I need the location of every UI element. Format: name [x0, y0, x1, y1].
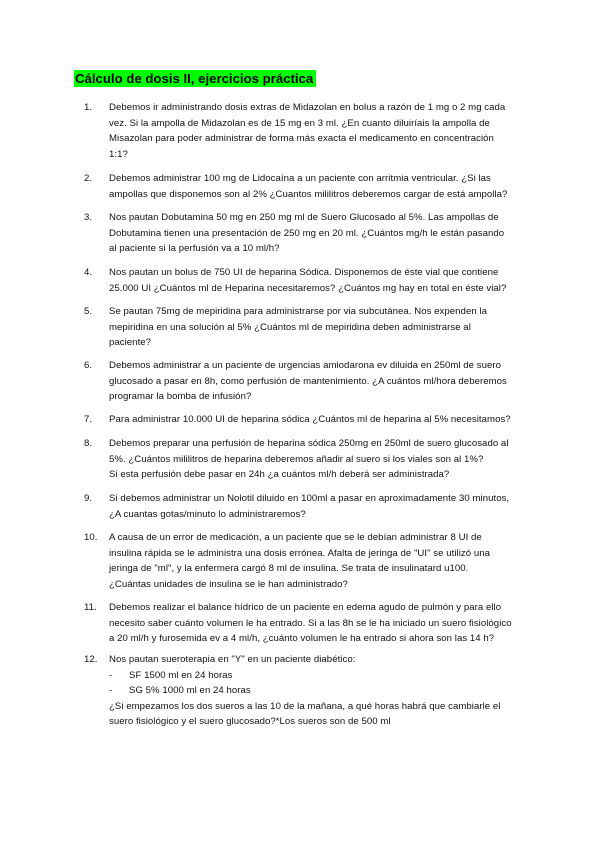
bullet-text: SF 1500 ml en 24 horas — [129, 669, 233, 681]
exercise-line: Debemos realizar el balance hídrico de un paciente en edema agudo de pulmón y para ello — [109, 602, 502, 613]
exercise-line: Si esta perfusión debe pasar en 24h ¿a cuántos ml/h deberá ser administrada? — [109, 469, 450, 481]
exercise-number: 12. — [84, 654, 98, 665]
exercise-number: 11. — [84, 602, 97, 613]
page-title: Cálculo de dosis II, ejercicios práctica — [74, 70, 316, 87]
exercise-line: Dobutamina tienen una presentación de 250 mg en 20 ml. ¿Cuántos mg/h le están pasando — [109, 227, 505, 239]
exercise-line: Nos pautan un bolus de 750 UI de heparina Sódica. Disponemos de éste vial que contiene — [109, 267, 499, 278]
exercise-4 — [84, 265, 532, 296]
exercise-line: insulina rápida se le administra una dosis errónea. Afalta de jeringa de "UI" se utilizó una — [109, 547, 490, 559]
exercise-line: Se pautan 75mg de mepiridina para administrarse por via subcutánea. Nos expenden la — [109, 306, 488, 317]
exercise-line: 25.000 UI ¿Cuántos ml de Heparina necesitaremos? ¿Cuántos mg hay en total en éste vial? — [109, 282, 507, 294]
exercise-line: ampollas que disponemos son al 2% ¿Cuantos mililitros deberemos cargar de está ampolla? — [109, 188, 508, 200]
exercise-number: 1. — [84, 102, 93, 113]
exercise-6 — [84, 358, 532, 405]
exercise-line: paciente? — [109, 337, 152, 349]
exercise-number: 4. — [84, 267, 93, 278]
exercise-number: 7. — [84, 414, 93, 425]
exercise-12 — [84, 652, 532, 730]
exercise-line: vez. Si la ampolla de Midazolan es de 15 mg en 3 ml. ¿En cuanto diluiríais la ampolla de — [109, 117, 490, 129]
exercise-line: Debemos administrar a un paciente de urgencias amiodarona ev diluida en 250ml de suero — [109, 360, 502, 371]
exercise-8 — [84, 436, 532, 483]
exercise-line: necesito saber cuánto volumen le ha entrado. Si a las 8h se le ha iniciado un suero fisiológico — [109, 617, 512, 629]
exercise-line: Para administrar 10.000 UI de heparina sódica ¿Cuántos ml de heparina al 5% necesitamos? — [109, 414, 511, 425]
exercise-line: Debemos preparar una perfusión de heparina sódica 250mg en 250ml de suero glucosado al — [109, 438, 509, 449]
exercise-line: a 20 ml/h y furosemida ev a 4 ml/h, ¿cuánto volumen le ha entrado si ahora son las 14 h? — [109, 633, 495, 645]
bullet-item — [109, 683, 532, 699]
exercise-line: Nos pautan Dobutamina 50 mg en 250 mg ml de Suero Glucosado al 5%. Las ampollas de — [109, 212, 499, 223]
exercise-line: ¿A cuantas gotas/minuto lo administraremos? — [109, 508, 306, 520]
exercise-3 — [84, 210, 532, 257]
exercise-line: A causa de un error de medicación, a un paciente que se le debían administrar 8 UI de — [109, 532, 482, 543]
bullet-text: SG 5% 1000 ml en 24 horas — [129, 685, 251, 697]
exercise-number: 6. — [84, 360, 93, 371]
exercise-line: Misazolan para poder administrar de forma más exacta el medicamento en concentración — [109, 133, 494, 145]
exercise-1 — [84, 100, 532, 162]
exercise-line: ¿Si empezamos los dos sueros a las 10 de la mañana, a qué horas habrá que cambiarle el — [109, 700, 501, 712]
exercise-number: 3. — [84, 212, 93, 223]
exercise-line: glucosado a pasar en 8h, como perfusión de mantenimiento. ¿A cuántos ml/hora deberemos — [109, 375, 507, 387]
exercise-line: suero fisiológico y el suero glucosado?*Los sueros son de 500 ml — [109, 716, 391, 728]
exercise-line: al paciente si la perfusión va a 10 ml/h? — [109, 243, 280, 255]
exercise-5 — [84, 304, 532, 351]
exercise-number: 2. — [84, 173, 93, 184]
bullet-dash: - — [109, 669, 113, 681]
bullet-dash: - — [109, 685, 113, 697]
exercise-line: mepiridina en una solución al 5% ¿Cuántos ml de mepiridina deben administrarse al — [109, 321, 471, 333]
exercise-number: 9. — [84, 493, 93, 504]
exercise-line: Si debemos administrar un Nolotil diluido en 100ml a pasar en aproximadamente 30 minutos, — [109, 493, 510, 504]
exercise-line: jeringa de "ml", y la enfermera cargó 8 ml de insulina. Se trata de insulinatard u100. — [109, 563, 469, 575]
exercise-7 — [84, 412, 532, 428]
exercise-line: Debemos administrar 100 mg de Lidocaína a un paciente con arritmia ventricular. ¿Si las — [109, 173, 491, 184]
exercise-number: 8. — [84, 438, 93, 449]
exercise-line: 1:1? — [109, 148, 128, 160]
exercise-9 — [84, 491, 532, 522]
exercise-line: 5%. ¿Cuántos mililitros de heparina deberemos añadir al suero si los viales son al 1%? — [109, 453, 484, 465]
exercise-number: 5. — [84, 306, 93, 317]
exercise-line: programar la bomba de infusión? — [109, 391, 252, 403]
exercise-line: Nos pautan sueroterapia en "Y" en un paciente diabético: — [109, 654, 356, 665]
bullet-item — [109, 668, 532, 684]
exercise-11 — [84, 600, 532, 647]
exercise-line: ¿Cuántas unidades de insulina se le han administrado? — [109, 578, 348, 590]
exercise-number: 10. — [84, 532, 98, 543]
exercise-2 — [84, 171, 532, 202]
exercise-line: Debemos ir administrando dosis extras de Midazolan en bolus a razón de 1 mg o 2 mg cada — [109, 102, 506, 113]
exercise-10 — [84, 530, 532, 592]
